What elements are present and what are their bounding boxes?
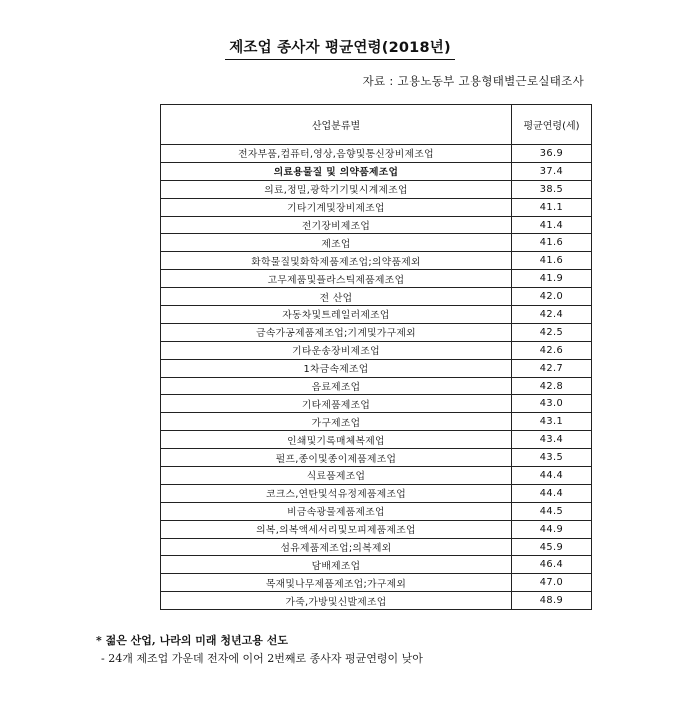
industry-name-cell: 의료용물질 및 의약품제조업: [161, 162, 512, 180]
average-age-cell: 42.5: [512, 323, 592, 341]
table-row: [161, 198, 592, 216]
industry-name-cell: 고무제품및플라스틱제품제조업: [161, 270, 512, 288]
industry-name-cell: 제조업: [161, 234, 512, 252]
table-row: [161, 145, 592, 163]
average-age-cell: 41.1: [512, 198, 592, 216]
industry-name-cell: 펄프,종이및종이제품제조업: [161, 449, 512, 467]
average-age-cell: 41.6: [512, 234, 592, 252]
table-row: [161, 467, 592, 485]
table-row: [161, 180, 592, 198]
average-age-cell: 48.9: [512, 592, 592, 610]
industry-name-cell: 전 산업: [161, 288, 512, 306]
average-age-cell: 38.5: [512, 180, 592, 198]
industry-name-cell: 기타운송장비제조업: [161, 341, 512, 359]
average-age-cell: 41.6: [512, 252, 592, 270]
table-row: [161, 574, 592, 592]
industry-name-cell: 식료품제조업: [161, 467, 512, 485]
average-age-cell: 36.9: [512, 145, 592, 163]
table-row: [161, 234, 592, 252]
document-title: 제조업 종사자 평균연령(2018년): [0, 36, 680, 60]
industry-name-cell: 기타기계및장비제조업: [161, 198, 512, 216]
column-header-industry: 산업분류별: [161, 105, 512, 145]
table-row: [161, 377, 592, 395]
industry-name-cell: 전자부품,컴퓨터,영상,음향및통신장비제조업: [161, 145, 512, 163]
industry-name-cell: 화학물질및화학제품제조업;의약품제외: [161, 252, 512, 270]
average-age-cell: 42.6: [512, 341, 592, 359]
industry-name-cell: 비금속광물제품제조업: [161, 502, 512, 520]
average-age-cell: 43.0: [512, 395, 592, 413]
table-row: [161, 538, 592, 556]
table-row: [161, 395, 592, 413]
table-row: [161, 270, 592, 288]
table-row: [161, 359, 592, 377]
average-age-cell: 44.5: [512, 502, 592, 520]
table-body: [161, 145, 592, 610]
average-age-cell: 44.9: [512, 520, 592, 538]
industry-name-cell: 의복,의복액세서리및모피제품제조업: [161, 520, 512, 538]
average-age-cell: 42.0: [512, 288, 592, 306]
average-age-cell: 46.4: [512, 556, 592, 574]
industry-name-cell: 금속가공제품제조업;기계및가구제외: [161, 323, 512, 341]
table-row: [161, 162, 592, 180]
industry-name-cell: 목재및나무제품제조업;가구제외: [161, 574, 512, 592]
average-age-cell: 45.9: [512, 538, 592, 556]
table-row: [161, 252, 592, 270]
average-age-cell: 42.4: [512, 306, 592, 324]
table-row: [161, 288, 592, 306]
industry-name-cell: 1차금속제조업: [161, 359, 512, 377]
table-row: [161, 502, 592, 520]
industry-name-cell: 음료제조업: [161, 377, 512, 395]
table-row: [161, 520, 592, 538]
table-row: [161, 431, 592, 449]
industry-name-cell: 코크스,연탄및석유정제품제조업: [161, 484, 512, 502]
table-row: [161, 413, 592, 431]
average-age-cell: 44.4: [512, 467, 592, 485]
average-age-cell: 42.8: [512, 377, 592, 395]
industry-name-cell: 자동차및트레일러제조업: [161, 306, 512, 324]
average-age-cell: 42.7: [512, 359, 592, 377]
industry-name-cell: 담배제조업: [161, 556, 512, 574]
table-row: [161, 341, 592, 359]
average-age-cell: 37.4: [512, 162, 592, 180]
industry-name-cell: 인쇄및기록매체복제업: [161, 431, 512, 449]
table-row: [161, 484, 592, 502]
table-row: [161, 592, 592, 610]
average-age-cell: 43.5: [512, 449, 592, 467]
average-age-cell: 47.0: [512, 574, 592, 592]
average-age-cell: 43.1: [512, 413, 592, 431]
industry-name-cell: 섬유제품제조업;의복제외: [161, 538, 512, 556]
column-header-average-age: 평균연령(세): [512, 105, 592, 145]
table-row: [161, 306, 592, 324]
note-line: - 24개 제조업 가운데 전자에 이어 2번째로 종사자 평균연령이 낮아: [101, 652, 423, 665]
average-age-cell: 43.4: [512, 431, 592, 449]
table-row: [161, 449, 592, 467]
average-age-table: [160, 104, 592, 610]
industry-name-cell: 가구제조업: [161, 413, 512, 431]
table-row: [161, 323, 592, 341]
industry-name-cell: 전기장비제조업: [161, 216, 512, 234]
note-heading: * 젊은 산업, 나라의 미래 청년고용 선도: [96, 634, 288, 647]
average-age-cell: 41.4: [512, 216, 592, 234]
industry-name-cell: 기타제품제조업: [161, 395, 512, 413]
table-row: [161, 556, 592, 574]
table-row: [161, 216, 592, 234]
source-note: 자료 : 고용노동부 고용형태별근로실태조사: [362, 74, 584, 88]
industry-name-cell: 의료,정밀,광학기기및시계제조업: [161, 180, 512, 198]
average-age-cell: 44.4: [512, 484, 592, 502]
table-header-row: [161, 105, 592, 145]
industry-name-cell: 가죽,가방및신발제조업: [161, 592, 512, 610]
average-age-cell: 41.9: [512, 270, 592, 288]
